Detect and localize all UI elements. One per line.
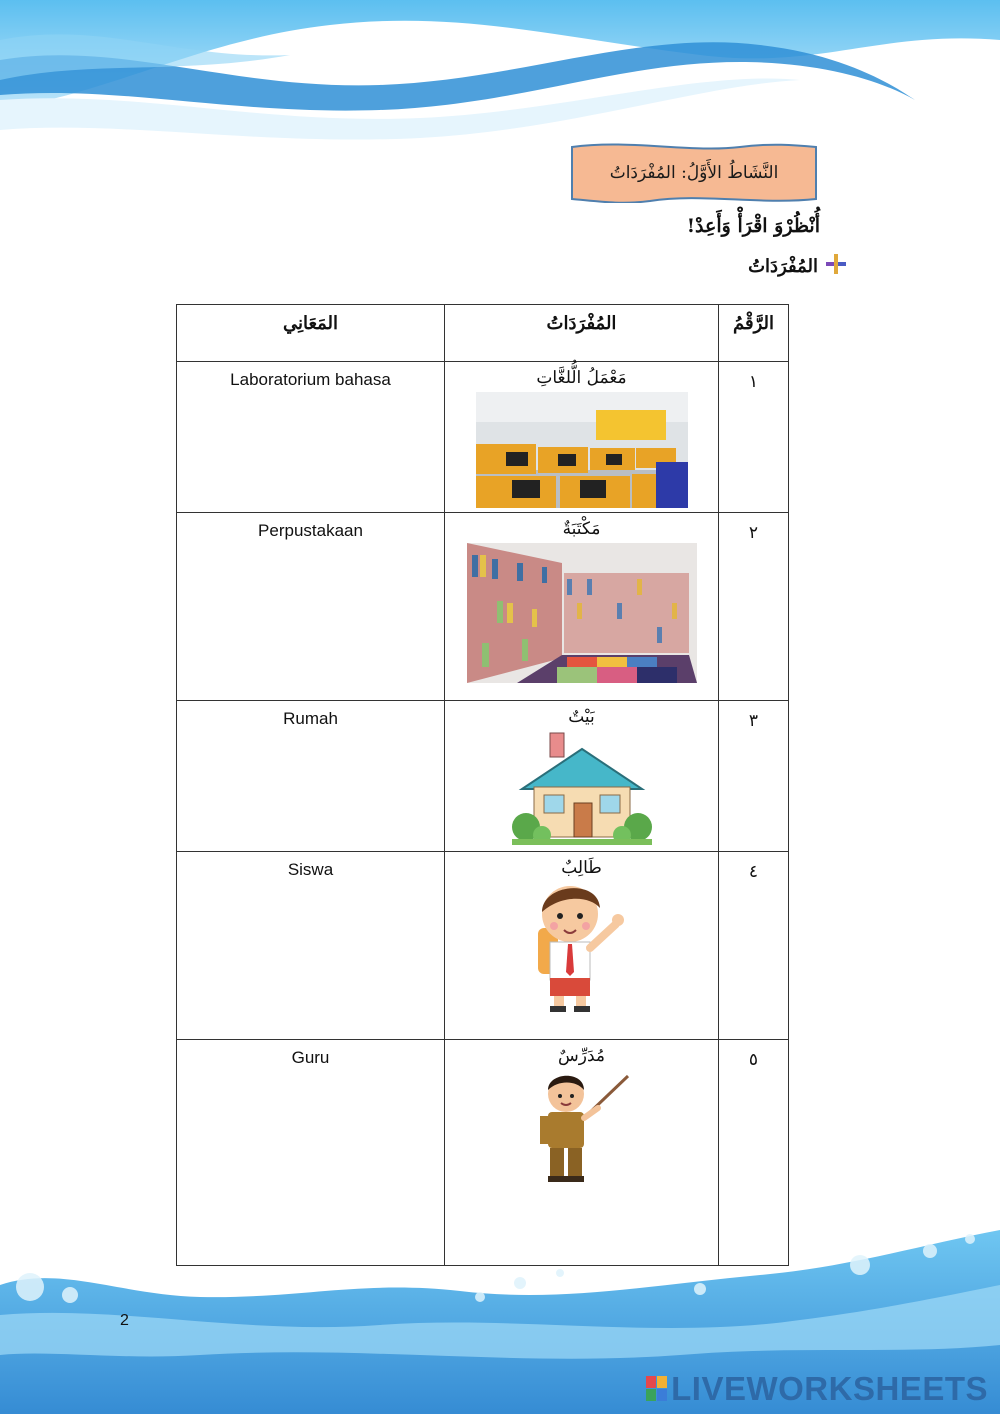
vocabulary-table	[176, 304, 789, 1266]
vocabulary-cell	[445, 852, 719, 1040]
section-label: المُفْرَدَاتُ	[748, 255, 818, 277]
teacher-illustration	[532, 1070, 632, 1182]
meaning-cell: Rumah	[177, 701, 445, 852]
instruction-text: أُنْظُرْوَ اقْرَأْ وَأَعِدْ!	[686, 215, 820, 237]
vocabulary-cell	[445, 513, 719, 701]
top-water-wave-decoration	[0, 0, 1000, 150]
row-number: ٤	[719, 852, 789, 1040]
row-number: ٥	[719, 1040, 789, 1266]
house-illustration	[512, 731, 652, 845]
table-row	[177, 701, 789, 852]
vocabulary-cell	[445, 701, 719, 852]
section-heading	[748, 253, 848, 279]
header-vocabulary: المُفْرَدَاتُ	[445, 305, 719, 362]
meaning-cell: Siswa	[177, 852, 445, 1040]
header-number: الرَّقْمُ	[719, 305, 789, 362]
liveworksheets-logo-icon	[646, 1376, 668, 1402]
library-illustration	[467, 543, 697, 683]
arabic-word: طَالِبٌ	[561, 858, 602, 878]
student-illustration	[532, 882, 632, 1014]
row-number: ٣	[719, 701, 789, 852]
table-row	[177, 362, 789, 513]
table-row	[177, 513, 789, 701]
plus-bullet-icon	[824, 253, 848, 279]
page-number: 2	[120, 1312, 129, 1329]
arabic-word: مَكْتَبَةٌ	[562, 519, 601, 539]
arabic-word: مَعْمَلُ الُّلغَّاتِ	[536, 368, 627, 388]
language-lab-photo	[476, 392, 688, 508]
meaning-cell: Laboratorium bahasa	[177, 362, 445, 513]
meaning-cell: Guru	[177, 1040, 445, 1266]
meaning-cell: Perpustakaan	[177, 513, 445, 701]
header-meaning: المَعَانِي	[177, 305, 445, 362]
liveworksheets-logo	[646, 1370, 988, 1408]
vocabulary-cell	[445, 362, 719, 513]
activity-title-banner	[570, 143, 818, 203]
activity-title: النَّشَاطُ الأَوَّلُ: المُفْرَدَاتُ	[609, 163, 779, 183]
table-header-row	[177, 305, 789, 362]
table-row	[177, 852, 789, 1040]
brand-name: LIVEWORKSHEETS	[671, 1370, 988, 1407]
row-number: ١	[719, 362, 789, 513]
arabic-word: بَيْتٌ	[568, 707, 595, 727]
row-number: ٢	[719, 513, 789, 701]
arabic-word: مُدَرِّسٌ	[558, 1046, 605, 1066]
